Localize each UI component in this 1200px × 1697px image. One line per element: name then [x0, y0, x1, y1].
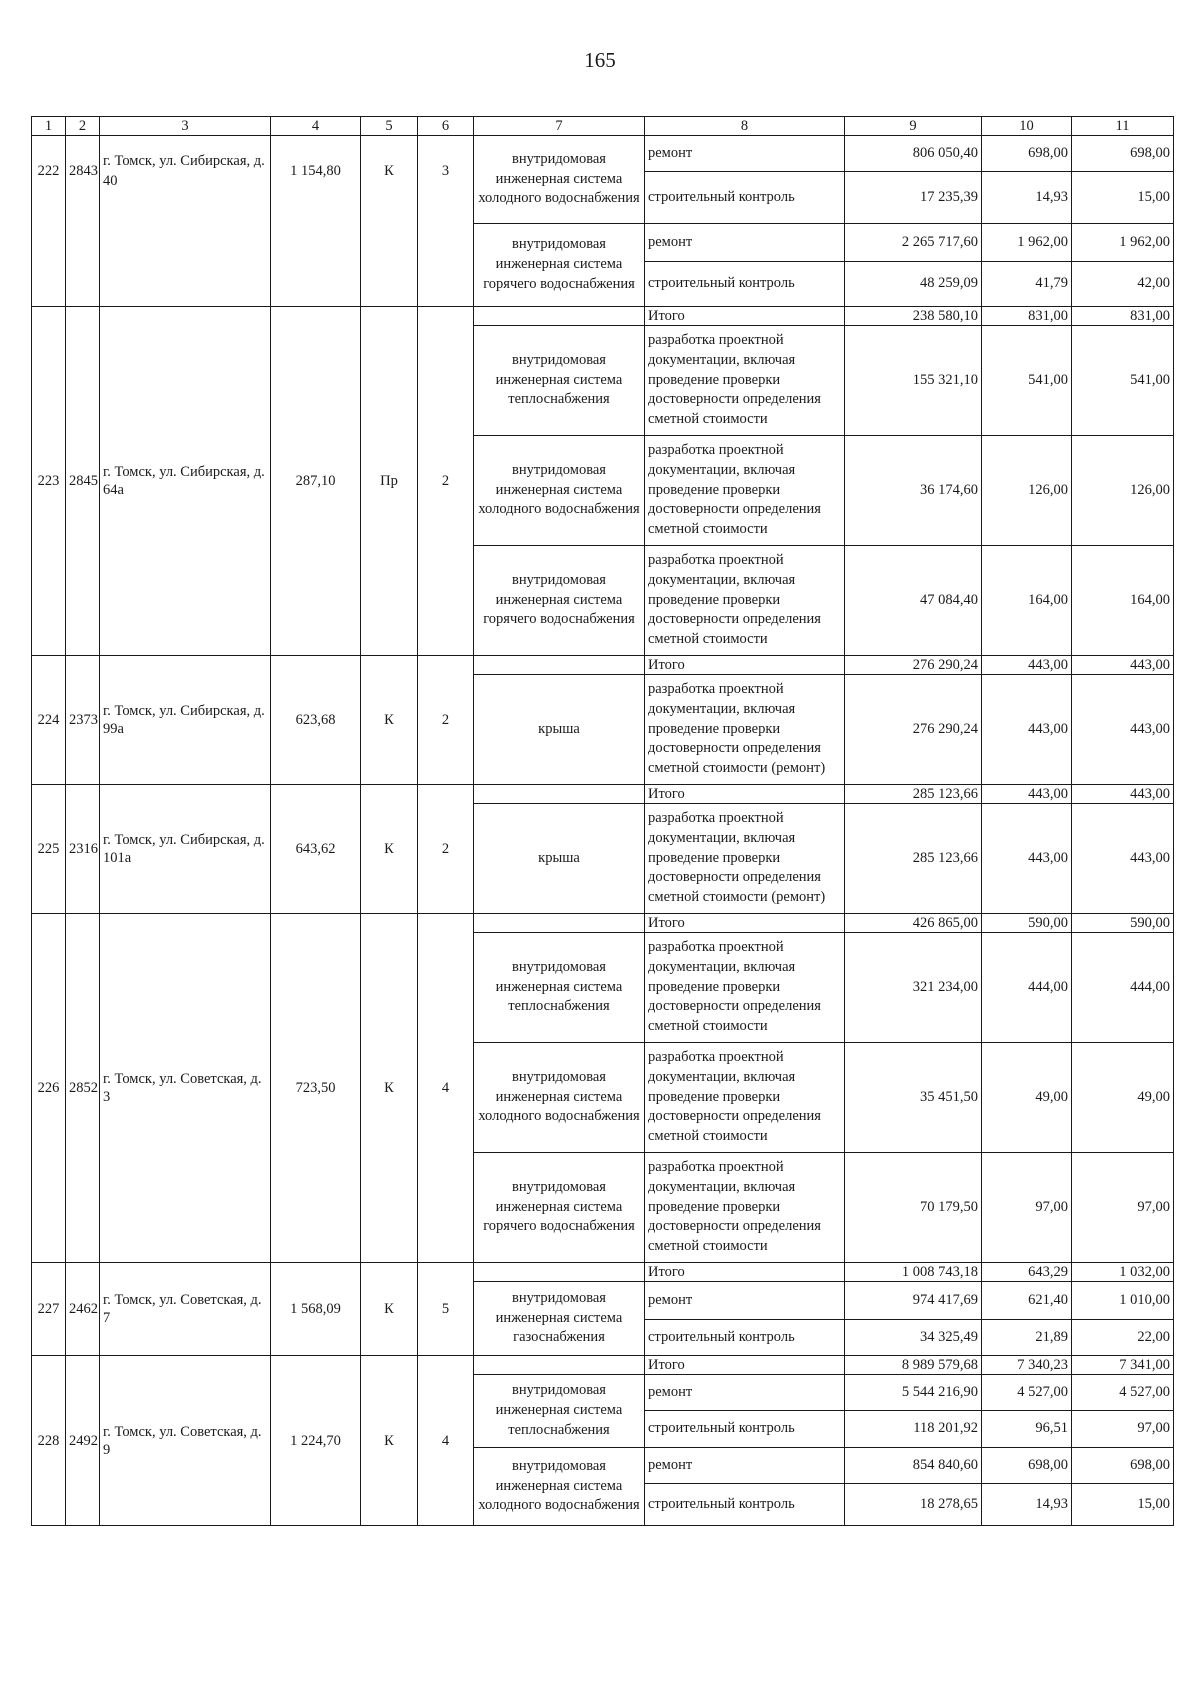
empty-cell: [474, 307, 645, 326]
address: г. Томск, ул. Сибирская, д. 101а: [100, 785, 271, 914]
work-type: разработка проектной документации, включая проведение проверки достоверности определения сметной стоимости (ремонт): [645, 804, 845, 914]
total-cost: 276 290,24: [845, 656, 982, 675]
work-type: ремонт: [645, 1448, 845, 1484]
column-header: 2: [66, 117, 100, 136]
total-cost: 238 580,10: [845, 307, 982, 326]
unit-cost-value: 126,00: [982, 436, 1072, 546]
row-number: 222: [32, 136, 66, 307]
engineering-system: внутридомовая инженерная система холодного водоснабжения: [474, 1448, 645, 1526]
work-type: ремонт: [645, 224, 845, 262]
address: г. Томск, ул. Сибирская, д. 40: [100, 136, 271, 307]
type-code: К: [361, 785, 418, 914]
row-number: 227: [32, 1263, 66, 1356]
work-type: разработка проектной документации, включая проведение проверки достоверности определения сметной стоимости: [645, 1043, 845, 1153]
column-header: 3: [100, 117, 271, 136]
cost-value: 854 840,60: [845, 1448, 982, 1484]
object-code: 2852: [66, 914, 100, 1263]
column-6-value: 3: [418, 136, 474, 307]
total-label: Итого: [645, 1263, 845, 1282]
cost-value: 5 544 216,90: [845, 1375, 982, 1411]
total-limit-cost: 7 341,00: [1072, 1356, 1174, 1375]
work-type: строительный контроль: [645, 262, 845, 307]
engineering-system: внутридомовая инженерная система теплоснабжения: [474, 326, 645, 436]
total-row: [32, 914, 1174, 933]
work-type: строительный контроль: [645, 172, 845, 224]
limit-cost-value: 42,00: [1072, 262, 1174, 307]
column-6-value: 4: [418, 1356, 474, 1526]
unit-cost-value: 4 527,00: [982, 1375, 1072, 1411]
limit-cost-value: 698,00: [1072, 1448, 1174, 1484]
cost-value: 155 321,10: [845, 326, 982, 436]
unit-cost-value: 443,00: [982, 804, 1072, 914]
total-unit-cost: 643,29: [982, 1263, 1072, 1282]
total-label: Итого: [645, 1356, 845, 1375]
engineering-system: внутридомовая инженерная система холодного водоснабжения: [474, 1043, 645, 1153]
cost-value: 35 451,50: [845, 1043, 982, 1153]
row-number: 228: [32, 1356, 66, 1526]
row-number: 226: [32, 914, 66, 1263]
column-header: 11: [1072, 117, 1174, 136]
column-6-value: 2: [418, 785, 474, 914]
total-label: Итого: [645, 914, 845, 933]
page-number: 165: [584, 48, 616, 72]
engineering-system: крыша: [474, 804, 645, 914]
cost-value: 18 278,65: [845, 1484, 982, 1526]
work-type: строительный контроль: [645, 1484, 845, 1526]
capital-repair-table: [31, 116, 1174, 1526]
type-code: К: [361, 656, 418, 785]
unit-cost-value: 41,79: [982, 262, 1072, 307]
total-unit-cost: 590,00: [982, 914, 1072, 933]
column-number-header-row: [32, 117, 1174, 136]
column-header: 8: [645, 117, 845, 136]
address: г. Томск, ул. Советская, д. 7: [100, 1263, 271, 1356]
empty-cell: [474, 1356, 645, 1375]
total-unit-cost: 443,00: [982, 656, 1072, 675]
engineering-system: внутридомовая инженерная система теплоснабжения: [474, 1375, 645, 1448]
cost-value: 276 290,24: [845, 675, 982, 785]
type-code: К: [361, 1356, 418, 1526]
limit-cost-value: 4 527,00: [1072, 1375, 1174, 1411]
limit-cost-value: 443,00: [1072, 675, 1174, 785]
work-type: разработка проектной документации, включая проведение проверки достоверности определения сметной стоимости: [645, 933, 845, 1043]
limit-cost-value: 97,00: [1072, 1153, 1174, 1263]
work-type: разработка проектной документации, включая проведение проверки достоверности определения сметной стоимости (ремонт): [645, 675, 845, 785]
engineering-system: внутридомовая инженерная система холодного водоснабжения: [474, 436, 645, 546]
area-value: 643,62: [271, 785, 361, 914]
limit-cost-value: 49,00: [1072, 1043, 1174, 1153]
area-value: 623,68: [271, 656, 361, 785]
limit-cost-value: 443,00: [1072, 804, 1174, 914]
column-header: 9: [845, 117, 982, 136]
area-value: 1 154,80: [271, 136, 361, 307]
unit-cost-value: 621,40: [982, 1282, 1072, 1320]
unit-cost-value: 698,00: [982, 136, 1072, 172]
unit-cost-value: 1 962,00: [982, 224, 1072, 262]
cost-value: 321 234,00: [845, 933, 982, 1043]
unit-cost-value: 21,89: [982, 1320, 1072, 1356]
type-code: К: [361, 914, 418, 1263]
cost-value: 36 174,60: [845, 436, 982, 546]
column-header: 6: [418, 117, 474, 136]
unit-cost-value: 96,51: [982, 1411, 1072, 1448]
column-header: 1: [32, 117, 66, 136]
work-type: ремонт: [645, 1282, 845, 1320]
limit-cost-value: 1 010,00: [1072, 1282, 1174, 1320]
total-label: Итого: [645, 785, 845, 804]
total-limit-cost: 1 032,00: [1072, 1263, 1174, 1282]
object-code: 2843: [66, 136, 100, 307]
unit-cost-value: 698,00: [982, 1448, 1072, 1484]
unit-cost-value: 97,00: [982, 1153, 1072, 1263]
unit-cost-value: 49,00: [982, 1043, 1072, 1153]
cost-value: 118 201,92: [845, 1411, 982, 1448]
row-number: 224: [32, 656, 66, 785]
engineering-system: внутридомовая инженерная система горячего водоснабжения: [474, 546, 645, 656]
work-type: ремонт: [645, 1375, 845, 1411]
column-header: 10: [982, 117, 1072, 136]
area-value: 1 224,70: [271, 1356, 361, 1526]
cost-value: 48 259,09: [845, 262, 982, 307]
empty-cell: [474, 785, 645, 804]
engineering-system: внутридомовая инженерная система теплоснабжения: [474, 933, 645, 1043]
total-unit-cost: 831,00: [982, 307, 1072, 326]
type-code: К: [361, 136, 418, 307]
unit-cost-value: 14,93: [982, 1484, 1072, 1526]
total-row: [32, 1356, 1174, 1375]
limit-cost-value: 22,00: [1072, 1320, 1174, 1356]
total-cost: 1 008 743,18: [845, 1263, 982, 1282]
unit-cost-value: 14,93: [982, 172, 1072, 224]
object-code: 2316: [66, 785, 100, 914]
unit-cost-value: 444,00: [982, 933, 1072, 1043]
work-type: разработка проектной документации, включая проведение проверки достоверности определения сметной стоимости: [645, 326, 845, 436]
work-type: разработка проектной документации, включая проведение проверки достоверности определения сметной стоимости: [645, 1153, 845, 1263]
area-value: 287,10: [271, 307, 361, 656]
work-type: строительный контроль: [645, 1320, 845, 1356]
total-row: [32, 1263, 1174, 1282]
limit-cost-value: 698,00: [1072, 136, 1174, 172]
cost-value: 17 235,39: [845, 172, 982, 224]
object-code: 2462: [66, 1263, 100, 1356]
cost-value: 47 084,40: [845, 546, 982, 656]
table-row: [32, 136, 1174, 172]
cost-value: 34 325,49: [845, 1320, 982, 1356]
unit-cost-value: 541,00: [982, 326, 1072, 436]
total-limit-cost: 443,00: [1072, 785, 1174, 804]
area-value: 723,50: [271, 914, 361, 1263]
object-code: 2492: [66, 1356, 100, 1526]
total-label: Итого: [645, 307, 845, 326]
column-6-value: 4: [418, 914, 474, 1263]
work-type: разработка проектной документации, включая проведение проверки достоверности определения сметной стоимости: [645, 436, 845, 546]
row-number: 223: [32, 307, 66, 656]
column-6-value: 2: [418, 307, 474, 656]
limit-cost-value: 15,00: [1072, 1484, 1174, 1526]
engineering-system: внутридомовая инженерная система газоснабжения: [474, 1282, 645, 1356]
column-header: 4: [271, 117, 361, 136]
object-code: 2373: [66, 656, 100, 785]
unit-cost-value: 443,00: [982, 675, 1072, 785]
column-6-value: 5: [418, 1263, 474, 1356]
limit-cost-value: 15,00: [1072, 172, 1174, 224]
column-header: 5: [361, 117, 418, 136]
engineering-system: внутридомовая инженерная система холодного водоснабжения: [474, 136, 645, 224]
column-header: 7: [474, 117, 645, 136]
total-cost: 426 865,00: [845, 914, 982, 933]
limit-cost-value: 541,00: [1072, 326, 1174, 436]
row-number: 225: [32, 785, 66, 914]
empty-cell: [474, 914, 645, 933]
column-6-value: 2: [418, 656, 474, 785]
work-type: разработка проектной документации, включая проведение проверки достоверности определения сметной стоимости: [645, 546, 845, 656]
work-type: ремонт: [645, 136, 845, 172]
object-code: 2845: [66, 307, 100, 656]
total-label: Итого: [645, 656, 845, 675]
cost-value: 2 265 717,60: [845, 224, 982, 262]
total-limit-cost: 831,00: [1072, 307, 1174, 326]
address: г. Томск, ул. Советская, д. 3: [100, 914, 271, 1263]
unit-cost-value: 164,00: [982, 546, 1072, 656]
empty-cell: [474, 1263, 645, 1282]
total-unit-cost: 7 340,23: [982, 1356, 1072, 1375]
total-row: [32, 307, 1174, 326]
limit-cost-value: 126,00: [1072, 436, 1174, 546]
cost-value: 974 417,69: [845, 1282, 982, 1320]
limit-cost-value: 444,00: [1072, 933, 1174, 1043]
address: г. Томск, ул. Сибирская, д. 99а: [100, 656, 271, 785]
engineering-system: внутридомовая инженерная система горячего водоснабжения: [474, 224, 645, 307]
type-code: Пр: [361, 307, 418, 656]
limit-cost-value: 164,00: [1072, 546, 1174, 656]
limit-cost-value: 97,00: [1072, 1411, 1174, 1448]
total-unit-cost: 443,00: [982, 785, 1072, 804]
empty-cell: [474, 656, 645, 675]
total-row: [32, 785, 1174, 804]
limit-cost-value: 1 962,00: [1072, 224, 1174, 262]
area-value: 1 568,09: [271, 1263, 361, 1356]
engineering-system: внутридомовая инженерная система горячего водоснабжения: [474, 1153, 645, 1263]
engineering-system: крыша: [474, 675, 645, 785]
work-type: строительный контроль: [645, 1411, 845, 1448]
cost-value: 70 179,50: [845, 1153, 982, 1263]
total-cost: 8 989 579,68: [845, 1356, 982, 1375]
address: г. Томск, ул. Советская, д. 9: [100, 1356, 271, 1526]
type-code: К: [361, 1263, 418, 1356]
total-cost: 285 123,66: [845, 785, 982, 804]
cost-value: 806 050,40: [845, 136, 982, 172]
cost-value: 285 123,66: [845, 804, 982, 914]
total-row: [32, 656, 1174, 675]
total-limit-cost: 443,00: [1072, 656, 1174, 675]
address: г. Томск, ул. Сибирская, д. 64а: [100, 307, 271, 656]
total-limit-cost: 590,00: [1072, 914, 1174, 933]
